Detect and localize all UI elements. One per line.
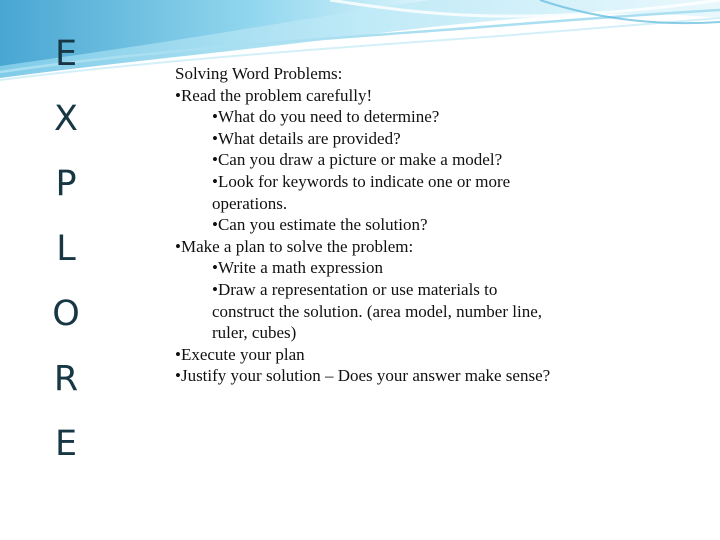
sub-step-item: •Can you estimate the solution?	[212, 215, 428, 235]
sub-step-item: •Write a math expression	[212, 258, 383, 278]
explore-letter: E	[54, 424, 78, 464]
explore-letter: L	[56, 229, 76, 269]
sub-step-item: •Draw a representation or use materials to	[212, 279, 498, 299]
sub-step-item: •Look for keywords to indicate one or more	[212, 171, 511, 191]
sub-step-item: construct the solution. (area model, number line,	[212, 301, 542, 321]
explore-letter: O	[52, 294, 80, 334]
sub-step-item: •What details are provided?	[212, 128, 401, 148]
sub-step-item: ruler, cubes)	[212, 323, 297, 343]
sub-step-item: •Can you draw a picture or make a model?	[212, 150, 503, 170]
sub-step-item: operations.	[212, 193, 288, 213]
step-item: •Read the problem carefully!	[175, 85, 373, 105]
word-problem-steps	[175, 63, 675, 387]
step-item: •Make a plan to solve the problem:	[175, 236, 414, 256]
step-item: •Execute your plan	[175, 344, 305, 364]
explore-letter: E	[54, 34, 78, 74]
explore-letter: P	[55, 164, 77, 204]
content-title: Solving Word Problems:	[175, 64, 343, 83]
sub-step-item: •What do you need to determine?	[212, 107, 440, 127]
step-item: •Justify your solution – Does your answer make sense?	[175, 366, 551, 386]
explore-letter: R	[53, 359, 79, 399]
explore-vertical-word	[30, 22, 102, 477]
explore-letter: X	[54, 99, 78, 139]
